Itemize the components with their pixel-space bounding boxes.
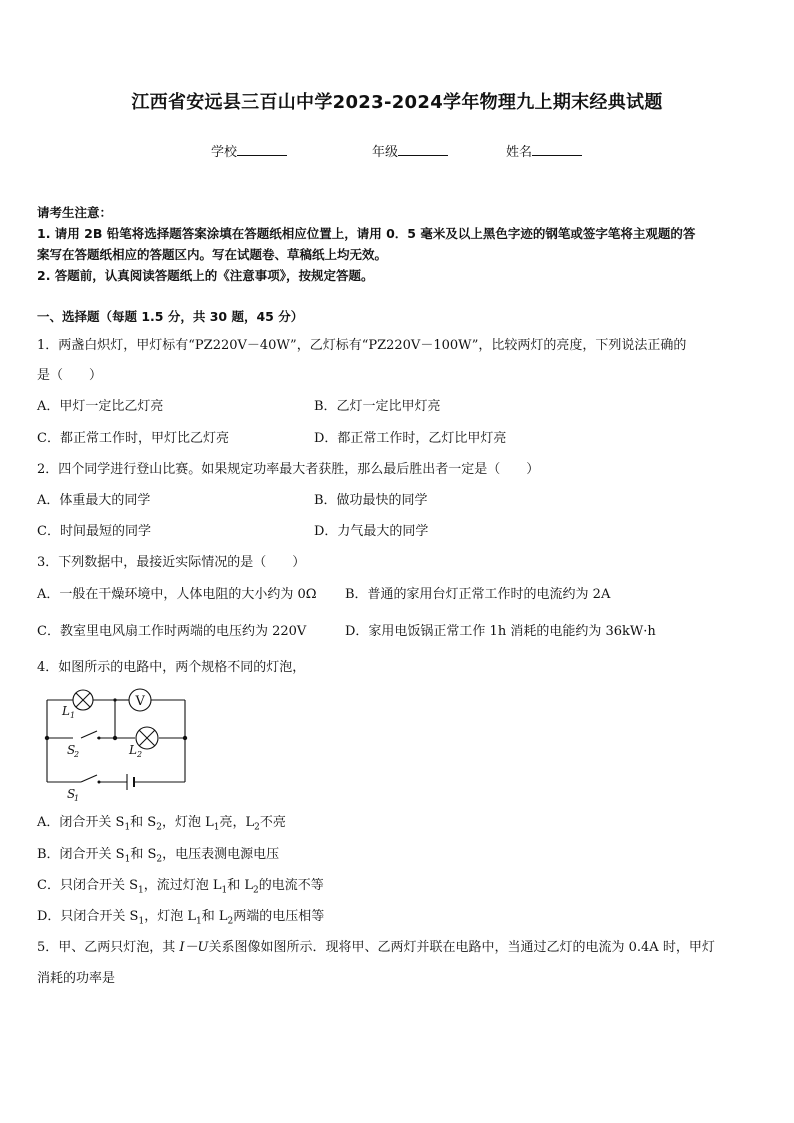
q2-option-d: D．力气最大的同学 bbox=[314, 524, 429, 539]
q2-option-c: C．时间最短的同学 bbox=[37, 524, 151, 539]
q2-option-b: B．做功最快的同学 bbox=[314, 493, 428, 508]
q3-option-b: B．普通的家用台灯正常工作时的电流约为 2A bbox=[345, 587, 611, 602]
notice-heading: 请考生注意： bbox=[37, 205, 113, 220]
lamp-l1-icon bbox=[73, 690, 93, 710]
q4-option-c: C．只闭合开关 $S_1$，流过灯泡 $L_1$和 $L_2$的电流不等 bbox=[37, 878, 324, 896]
l2-label: L bbox=[129, 743, 137, 757]
circuit-diagram bbox=[37, 680, 197, 805]
q5-stem-line-2: 消耗的功率是 bbox=[37, 971, 116, 986]
name-blank bbox=[532, 143, 582, 156]
q4-option-b: B．闭合开关 $S_1$和 $S_2$，电压表测电源电压 bbox=[37, 847, 280, 865]
q4-option-a: A．闭合开关 $S_1$和 $S_2$，灯泡 $L_1$亮，$L_2$不亮 bbox=[37, 815, 286, 833]
q4-stem: 4．如图所示的电路中，两个规格不同的灯泡， bbox=[37, 660, 306, 675]
q1-stem-line-2: 是（ ） bbox=[37, 368, 103, 383]
q1-stem-line-1: 1．两盏白炽灯，甲灯标有“PZ220V－40W”，乙灯标有“PZ220V－100W”，比较两灯的亮度，下列说法正确的 bbox=[37, 338, 687, 353]
notice-item-1-line-2: 案写在答题纸相应的答题区内。写在试题卷、草稿纸上均无效。 bbox=[37, 247, 388, 262]
notice-item-2: 2. 答题前，认真阅读答题纸上的《注意事项》，按规定答题。 bbox=[37, 268, 374, 283]
q3-stem: 3．下列数据中，最接近实际情况的是（ ） bbox=[37, 555, 306, 570]
voltmeter-label: V bbox=[135, 694, 145, 709]
section-heading: 一、选择题（每题 1.5 分，共 30 题，45 分） bbox=[37, 309, 304, 324]
name-field bbox=[506, 141, 582, 160]
l1-label: L bbox=[62, 704, 70, 718]
s2-subscript: 2 bbox=[74, 750, 80, 759]
q2-option-a: A．体重最大的同学 bbox=[37, 493, 151, 508]
l1-subscript: 1 bbox=[70, 711, 76, 720]
grade-label: 年级 bbox=[372, 145, 399, 160]
lamp-l2-icon bbox=[136, 727, 158, 749]
school-label: 学校 bbox=[211, 145, 238, 160]
school-blank bbox=[237, 143, 287, 156]
q3-option-a: A．一般在干燥环境中，人体电阻的大小约为 0Ω bbox=[37, 587, 317, 602]
notice-item-1-line-1: 1. 请用 2B 铅笔将选择题答案涂填在答题纸相应位置上，请用 0．5 毫米及以上黑色字迹的钢笔或签字笔将主观题的答 bbox=[37, 226, 696, 241]
exam-title: 江西省安远县三百山中学2023-2024学年物理九上期末经典试题 bbox=[131, 92, 663, 113]
l2-subscript: 2 bbox=[137, 750, 143, 759]
s2-label: S bbox=[67, 743, 76, 757]
school-field bbox=[211, 141, 287, 160]
q5-stem-line-1: 5．甲、乙两只灯泡，其 I－U关系图像如图所示．现将甲、乙两灯并联在电路中，当通过乙灯的电流为 0.4A 时，甲灯 bbox=[37, 940, 715, 955]
s1-label: S bbox=[67, 787, 76, 801]
grade-field bbox=[372, 141, 448, 160]
name-label: 姓名 bbox=[506, 145, 533, 160]
q3-option-c: C．教室里电风扇工作时两端的电压约为 220V bbox=[37, 624, 307, 639]
q1-option-b: B．乙灯一定比甲灯亮 bbox=[314, 399, 441, 414]
s1-subscript: 1 bbox=[74, 794, 80, 803]
q4-option-d: D．只闭合开关 $S_1$，灯泡 $L_1$和 $L_2$两端的电压相等 bbox=[37, 909, 325, 927]
q1-option-c: C．都正常工作时，甲灯比乙灯亮 bbox=[37, 431, 229, 446]
q1-option-a: A．甲灯一定比乙灯亮 bbox=[37, 399, 164, 414]
q2-stem: 2．四个同学进行登山比赛。如果规定功率最大者获胜，那么最后胜出者一定是（ ） bbox=[37, 462, 540, 477]
q1-option-d: D．都正常工作时，乙灯比甲灯亮 bbox=[314, 431, 507, 446]
grade-blank bbox=[398, 143, 448, 156]
q3-option-d: D．家用电饭锅正常工作 1h 消耗的电能约为 36kW·h bbox=[345, 624, 656, 639]
